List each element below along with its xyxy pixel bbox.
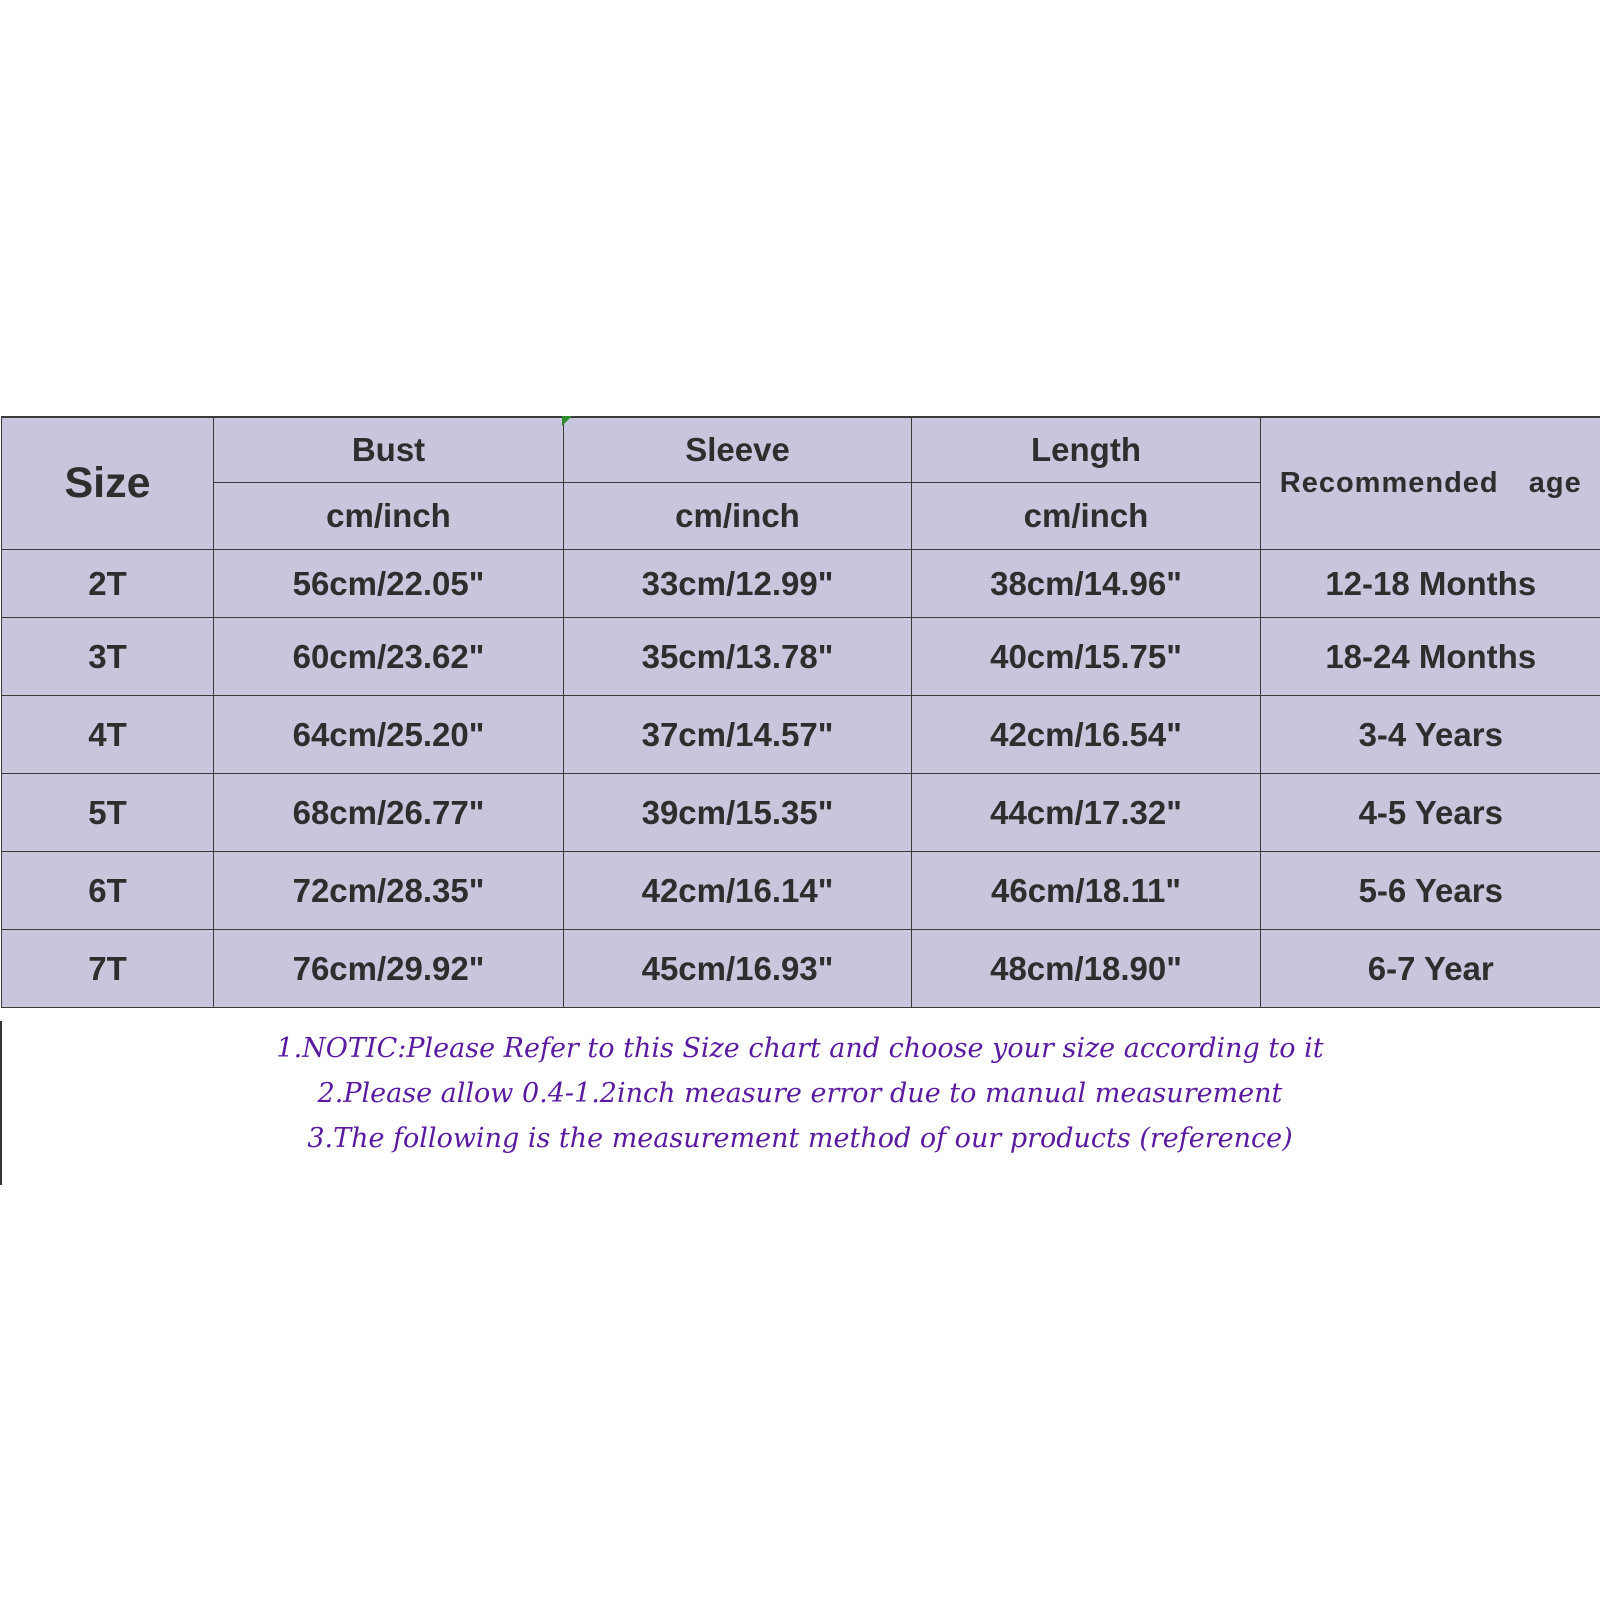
cell-bust: 64cm/25.20"	[214, 696, 564, 774]
cell-length: 38cm/14.96"	[912, 550, 1261, 618]
cell-size: 6T	[2, 852, 214, 930]
header-recommended-age: Recommended age	[1261, 417, 1600, 550]
table-row	[2, 550, 1600, 618]
cell-bust: 56cm/22.05"	[214, 550, 564, 618]
cell-sleeve: 45cm/16.93"	[564, 930, 912, 1008]
cell-bust: 72cm/28.35"	[214, 852, 564, 930]
table-row	[2, 774, 1600, 852]
size-chart-table	[1, 416, 1600, 1008]
table-row	[2, 930, 1600, 1008]
table-row	[2, 852, 1600, 930]
cell-size: 5T	[2, 774, 214, 852]
header-length: Length	[912, 417, 1261, 483]
unit-bust: cm/inch	[214, 483, 564, 550]
cell-size: 4T	[2, 696, 214, 774]
cell-bust: 76cm/29.92"	[214, 930, 564, 1008]
table-row	[2, 618, 1600, 696]
cell-length: 48cm/18.90"	[912, 930, 1261, 1008]
cell-age: 4-5 Years	[1261, 774, 1600, 852]
unit-length: cm/inch	[912, 483, 1261, 550]
cell-comment-marker	[562, 416, 572, 426]
cell-length: 44cm/17.32"	[912, 774, 1261, 852]
cell-bust: 68cm/26.77"	[214, 774, 564, 852]
cell-age: 3-4 Years	[1261, 696, 1600, 774]
note-line-3: 3.The following is the measurement method of our products (reference)	[307, 1123, 1293, 1154]
cell-size: 2T	[2, 550, 214, 618]
cell-sleeve: 42cm/16.14"	[564, 852, 912, 930]
cell-length: 46cm/18.11"	[912, 852, 1261, 930]
cell-age: 5-6 Years	[1261, 852, 1600, 930]
cell-age: 18-24 Months	[1261, 618, 1600, 696]
cell-sleeve: 37cm/14.57"	[564, 696, 912, 774]
note-line-1: 1.NOTIC:Please Refer to this Size chart and choose your size according to it	[276, 1033, 1324, 1064]
size-notes	[0, 1026, 1600, 1161]
header-size: Size	[2, 417, 214, 550]
cell-sleeve: 39cm/15.35"	[564, 774, 912, 852]
cell-size: 3T	[2, 618, 214, 696]
cell-length: 40cm/15.75"	[912, 618, 1261, 696]
cell-size: 7T	[2, 930, 214, 1008]
cell-age: 6-7 Year	[1261, 930, 1600, 1008]
cell-age: 12-18 Months	[1261, 550, 1600, 618]
table-row	[2, 696, 1600, 774]
note-line-2: 2.Please allow 0.4-1.2inch measure error due to manual measurement	[317, 1078, 1283, 1109]
cell-sleeve: 33cm/12.99"	[564, 550, 912, 618]
cell-length: 42cm/16.54"	[912, 696, 1261, 774]
header-bust: Bust	[214, 417, 564, 483]
cell-bust: 60cm/23.62"	[214, 618, 564, 696]
header-row-titles	[2, 417, 1600, 483]
header-sleeve: Sleeve	[564, 417, 912, 483]
cell-sleeve: 35cm/13.78"	[564, 618, 912, 696]
unit-sleeve: cm/inch	[564, 483, 912, 550]
